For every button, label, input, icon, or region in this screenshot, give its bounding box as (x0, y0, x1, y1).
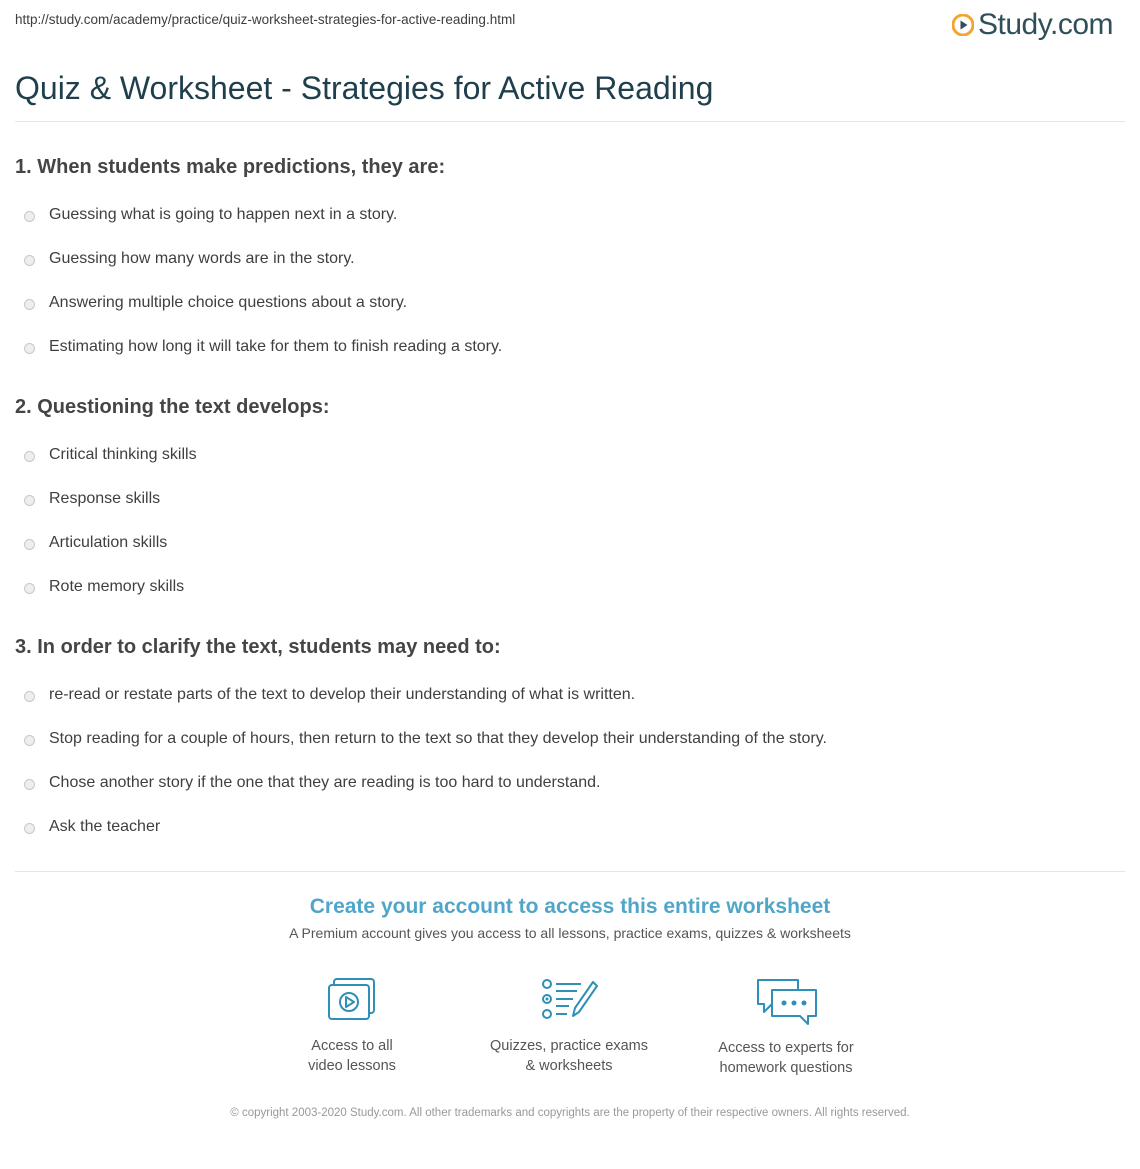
radio-button[interactable] (24, 539, 35, 550)
option-label: Articulation skills (49, 534, 168, 551)
copyright-footer: © copyright 2003-2020 Study.com. All other trademarks and copyrights are the property of their respective owners. All rights reserved. (230, 1107, 910, 1119)
feature-video-lessons (257, 976, 447, 1076)
feature-label-line: Quizzes, practice exams (490, 1038, 648, 1054)
question-2 (15, 396, 1115, 616)
feature-label-line: homework questions (719, 1060, 853, 1076)
option-label: Answering multiple choice questions about a story. (49, 294, 408, 311)
radio-button[interactable] (24, 691, 35, 702)
answer-option[interactable] (15, 680, 1115, 724)
radio-button[interactable] (24, 343, 35, 354)
option-label: Response skills (49, 490, 161, 507)
radio-button[interactable] (24, 495, 35, 506)
chat-bubbles-icon (754, 976, 818, 1026)
option-label: Estimating how long it will take for them to finish reading a story. (49, 338, 503, 355)
radio-button[interactable] (24, 255, 35, 266)
study-logo[interactable] (952, 8, 1113, 42)
cta-title-link[interactable]: Create your account to access this entire worksheet (309, 895, 831, 918)
feature-label (474, 1036, 664, 1076)
quiz-checklist-icon (539, 976, 599, 1024)
cta-subtitle: A Premium account gives you access to all lessons, practice exams, quizzes & worksheets (289, 925, 851, 941)
feature-label (257, 1036, 447, 1076)
answer-option[interactable] (15, 200, 1115, 244)
page-title: Quiz & Worksheet - Strategies for Active Reading (15, 70, 714, 106)
feature-experts (691, 976, 881, 1078)
radio-button[interactable] (24, 451, 35, 462)
question-1 (15, 156, 1115, 376)
feature-label (691, 1038, 881, 1078)
answer-option[interactable] (15, 528, 1115, 572)
logo-play-icon (952, 14, 974, 36)
answer-option[interactable] (15, 244, 1115, 288)
feature-label-line: Access to all (311, 1038, 393, 1054)
answer-option[interactable] (15, 484, 1115, 528)
option-label: Critical thinking skills (49, 446, 197, 463)
question-title: 3. In order to clarify the text, students may need to: (15, 636, 501, 658)
answer-option[interactable] (15, 572, 1115, 616)
logo-text: Study.com (978, 8, 1113, 41)
answer-option[interactable] (15, 440, 1115, 484)
top-bar (15, 8, 1125, 48)
signup-cta (0, 895, 1140, 941)
page-url: http://study.com/academy/practice/quiz-worksheet-strategies-for-active-reading.html (15, 12, 516, 27)
option-label: Guessing what is going to happen next in a story. (49, 206, 398, 223)
answer-option[interactable] (15, 332, 1115, 376)
title-divider (15, 121, 1125, 122)
option-label: Ask the teacher (49, 818, 161, 835)
answer-option[interactable] (15, 288, 1115, 332)
radio-button[interactable] (24, 299, 35, 310)
option-label: Guessing how many words are in the story. (49, 250, 355, 267)
feature-label-line: & worksheets (525, 1058, 613, 1074)
radio-button[interactable] (24, 823, 35, 834)
answer-option[interactable] (15, 768, 1115, 812)
question-title: 1. When students make predictions, they are: (15, 156, 446, 178)
feature-quizzes (474, 976, 664, 1076)
option-label: re-read or restate parts of the text to develop their understanding of what is written. (49, 686, 636, 703)
question-3 (15, 636, 1115, 856)
option-label: Stop reading for a couple of hours, then return to the text so that they develop their understanding of the story. (49, 730, 827, 747)
cta-divider (15, 871, 1125, 872)
radio-button[interactable] (24, 211, 35, 222)
radio-button[interactable] (24, 583, 35, 594)
option-label: Rote memory skills (49, 578, 185, 595)
question-title: 2. Questioning the text develops: (15, 396, 330, 418)
radio-button[interactable] (24, 735, 35, 746)
option-label: Chose another story if the one that they are reading is too hard to understand. (49, 774, 601, 791)
answer-option[interactable] (15, 724, 1115, 768)
feature-label-line: Access to experts for (718, 1040, 854, 1056)
answer-option[interactable] (15, 812, 1115, 856)
feature-label-line: video lessons (308, 1058, 396, 1074)
video-lessons-icon (325, 976, 379, 1024)
radio-button[interactable] (24, 779, 35, 790)
